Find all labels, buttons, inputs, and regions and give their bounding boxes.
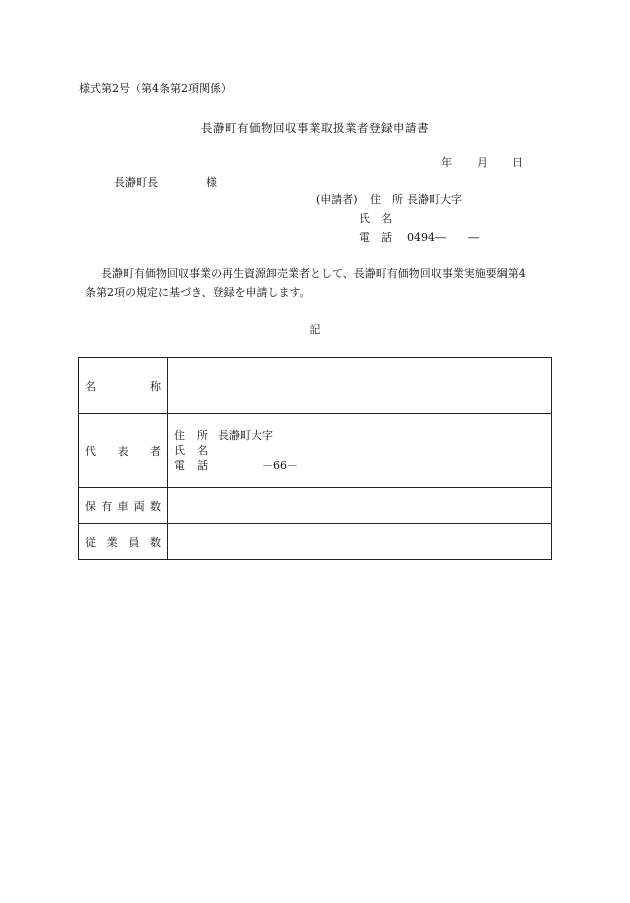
employees-label-char: 員 [128, 535, 140, 549]
employees-label-cell [79, 524, 168, 560]
table-row-name [79, 358, 552, 414]
applicant-name-label: 氏 名 [359, 212, 392, 225]
rep-address-line [174, 428, 551, 443]
applicant-address-label: 住 所 [370, 193, 403, 206]
rep-phone-value: －66－ [262, 459, 298, 472]
vehicles-label-char: 保 [85, 499, 96, 513]
form-number: 様式第2号（第4条第2項関係） [79, 82, 232, 95]
rep-phone-line [174, 458, 551, 473]
rep-name-label [174, 443, 218, 458]
applicant-role: (申請者) [316, 193, 358, 206]
addressee-honorific: 様 [206, 176, 217, 189]
rep-phone-label-char: 電 [174, 459, 185, 472]
ki-heading: 記 [309, 323, 321, 336]
table-row-employees [79, 524, 552, 560]
name-value-cell[interactable] [168, 358, 552, 414]
employees-label-char: 数 [149, 535, 161, 549]
applicant-phone-value: 0494― ― [407, 231, 479, 244]
addressee-name: 長瀞町長 [114, 176, 158, 189]
employees-label-char: 従 [85, 535, 96, 549]
representative-label-char: 代 [85, 444, 96, 458]
registration-table [78, 357, 552, 560]
vehicles-label-char: 車 [117, 499, 129, 513]
applicant-address-value: 長瀞町大字 [407, 193, 462, 206]
representative-value-cell[interactable] [168, 414, 552, 488]
rep-name-line [174, 443, 551, 458]
employees-value-cell[interactable] [168, 524, 552, 560]
rep-name-label-char: 名 [197, 444, 208, 457]
document-title: 長瀞町有価物回収事業取扱業者登録申請書 [201, 121, 429, 135]
table-row-vehicles [79, 488, 552, 524]
vehicles-label-char: 両 [133, 499, 145, 513]
name-label-cell [79, 358, 168, 414]
rep-address-label-char: 所 [197, 429, 208, 442]
name-label-char: 称 [150, 379, 161, 393]
rep-address-label [174, 428, 218, 443]
date-year-label: 年 [441, 156, 452, 169]
applicant-phone-label: 電 話 [359, 231, 392, 244]
body-text-line1: 長瀞町有価物回収事業の再生資源卸売業者として、長瀞町有価物回収事業実施要綱第4 [101, 267, 526, 280]
employees-label-char: 業 [106, 535, 118, 549]
vehicles-label-cell [79, 488, 168, 524]
date-month-label: 月 [477, 156, 488, 169]
representative-label-char: 表 [117, 444, 129, 458]
vehicles-label-char: 有 [101, 499, 113, 513]
rep-address-label-char: 住 [174, 429, 185, 442]
date-day-label: 日 [512, 156, 523, 169]
vehicles-label-char: 数 [150, 499, 161, 513]
representative-label-char: 者 [150, 444, 161, 458]
name-label-char: 名 [85, 379, 96, 393]
rep-name-label-char: 氏 [174, 444, 185, 457]
vehicles-value-cell[interactable] [168, 488, 552, 524]
rep-phone-label-char: 話 [197, 459, 208, 472]
body-text-line2: 条第2項の規定に基づき、登録を申請します。 [85, 286, 311, 299]
rep-phone-label [174, 458, 218, 473]
table-row-representative [79, 414, 552, 488]
representative-label-cell [79, 414, 168, 488]
rep-address-value: 長瀞町大字 [218, 429, 273, 442]
